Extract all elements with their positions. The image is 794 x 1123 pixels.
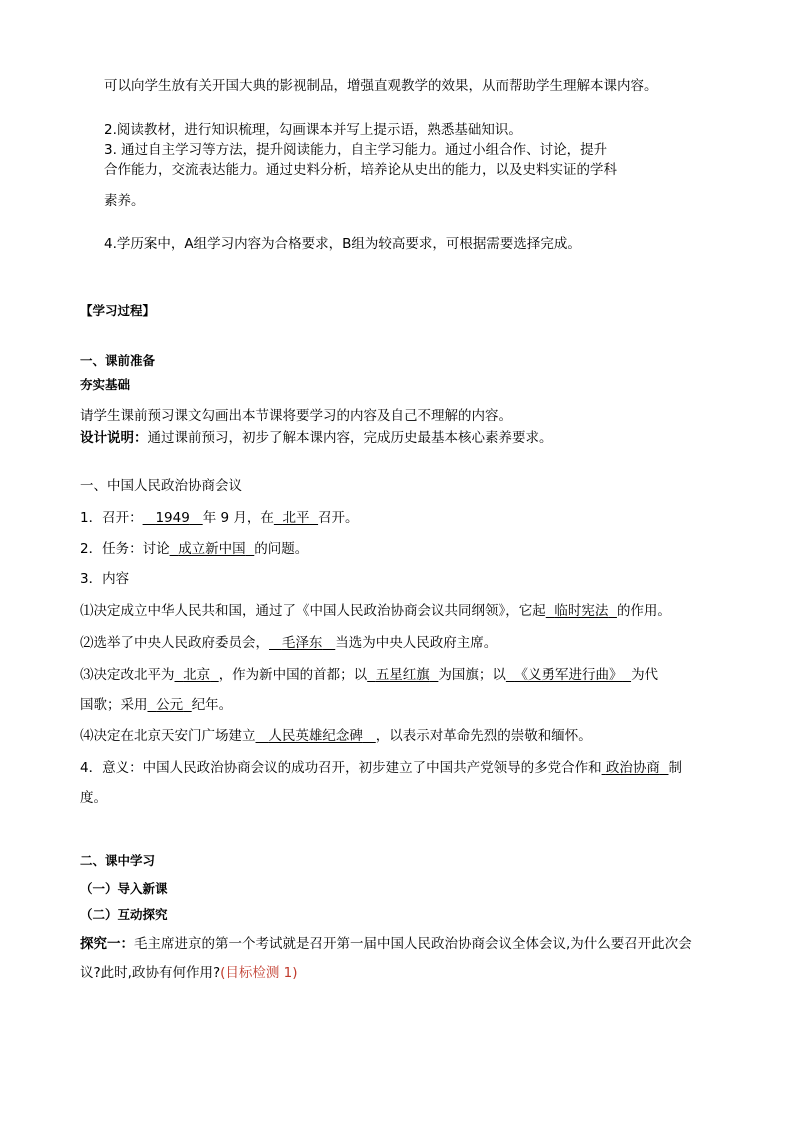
blank-flag: 五星红旗	[375, 667, 430, 683]
process-heading: 【学习过程】	[80, 303, 156, 318]
design-label: 设计说明：	[80, 430, 148, 446]
explore-text-1: 毛主席进京的第一个考试就是召开第一届中国人民政治协商会议全体会议,为什么要召开此次会	[134, 936, 692, 952]
blank-calendar: 公元	[156, 697, 184, 713]
intro-p4: 4.学历案中，A组学习内容为合格要求，B组为较高要求，可根据需要选择完成。	[104, 236, 581, 252]
content-line-6: ⑶决定改北平为 北京 ，作为新中国的首都；以 五星红旗 为国旗；以 《义勇军进行曲》 为代	[80, 667, 659, 683]
content-line-10: 度。	[80, 790, 107, 806]
explore-label: 探究一：	[80, 936, 134, 952]
content-line-4: ⑴决定成立中华人民共和国，通过了《中国人民政治协商会议共同纲领》，它起 临时宪法 的作用。	[80, 603, 671, 619]
blank-year: 1949	[155, 510, 190, 526]
intro-p3-c: 素养。	[104, 193, 145, 209]
blank-task: 成立新中国	[178, 541, 246, 557]
intro-p1: 可以向学生放有关开国大典的影视制品，增强直观教学的效果，从而帮助学生理解本课内容。	[104, 78, 658, 94]
blank-monument: 人民英雄纪念碑	[268, 728, 363, 744]
content-line-7: 国歌；采用 公元 纪年。	[80, 697, 233, 713]
design-text: 通过课前预习，初步了解本课内容，完成历史最基本核心素养要求。	[147, 430, 553, 446]
content-line-9: 4．意义：中国人民政治协商会议的成功召开，初步建立了中国共产党领导的多党合作和 政治协商 制	[80, 760, 682, 776]
subsection-title: 夯实基础	[80, 377, 131, 392]
explore-text-2: 议?此时,政协有何作用?	[80, 965, 221, 981]
explore-line-2	[80, 964, 298, 982]
blank-system: 政治协商	[605, 760, 660, 776]
section2-sub1: （一）导入新课	[80, 881, 168, 896]
explore-line-1	[80, 935, 692, 953]
target-test-link[interactable]: (目标检测 1)	[220, 965, 298, 981]
content-line-3: 3．内容	[80, 571, 130, 587]
intro-p2: 2.阅读教材，进行知识梳理，勾画课本并写上提示语，熟悉基础知识。	[104, 122, 522, 138]
blank-place: 北平	[282, 510, 310, 526]
pre-text: 请学生课前预习课文勾画出本节课将要学习的内容及自己不理解的内容。	[80, 408, 512, 424]
intro-p3-b: 合作能力，交流表达能力。通过史料分析，培养论从史出的能力，以及史料实证的学科	[104, 162, 617, 178]
content-line-2: 2．任务：讨论 成立新中国 的问题。	[80, 541, 309, 557]
content-title: 一、中国人民政治协商会议	[80, 478, 242, 494]
content-line-5: ⑵选举了中央人民政府委员会， 毛泽东 当选为中央人民政府主席。	[80, 635, 498, 651]
blank-chairman: 毛泽东	[281, 635, 323, 651]
blank-capital: 北京	[183, 667, 211, 683]
content-line-8: ⑷决定在北京天安门广场建立 人民英雄纪念碑 ，以表示对革命先烈的崇敬和缅怀。	[80, 728, 592, 744]
blank-anthem: 《义勇军进行曲》	[514, 667, 623, 683]
intro-p3-a: 3. 通过自主学习等方法，提升阅读能力，自主学习能力。通过小组合作、讨论，提升	[104, 142, 608, 158]
section2-title: 二、课中学习	[80, 853, 156, 868]
section1-title: 一、课前准备	[80, 353, 156, 368]
content-line-1: 1．召开： 1949 年 9 月，在 北平 召开。	[80, 510, 359, 526]
design-note	[80, 429, 553, 447]
section2-sub2: （二）互动探究	[80, 907, 168, 922]
blank-constitution: 临时宪法	[554, 603, 609, 619]
